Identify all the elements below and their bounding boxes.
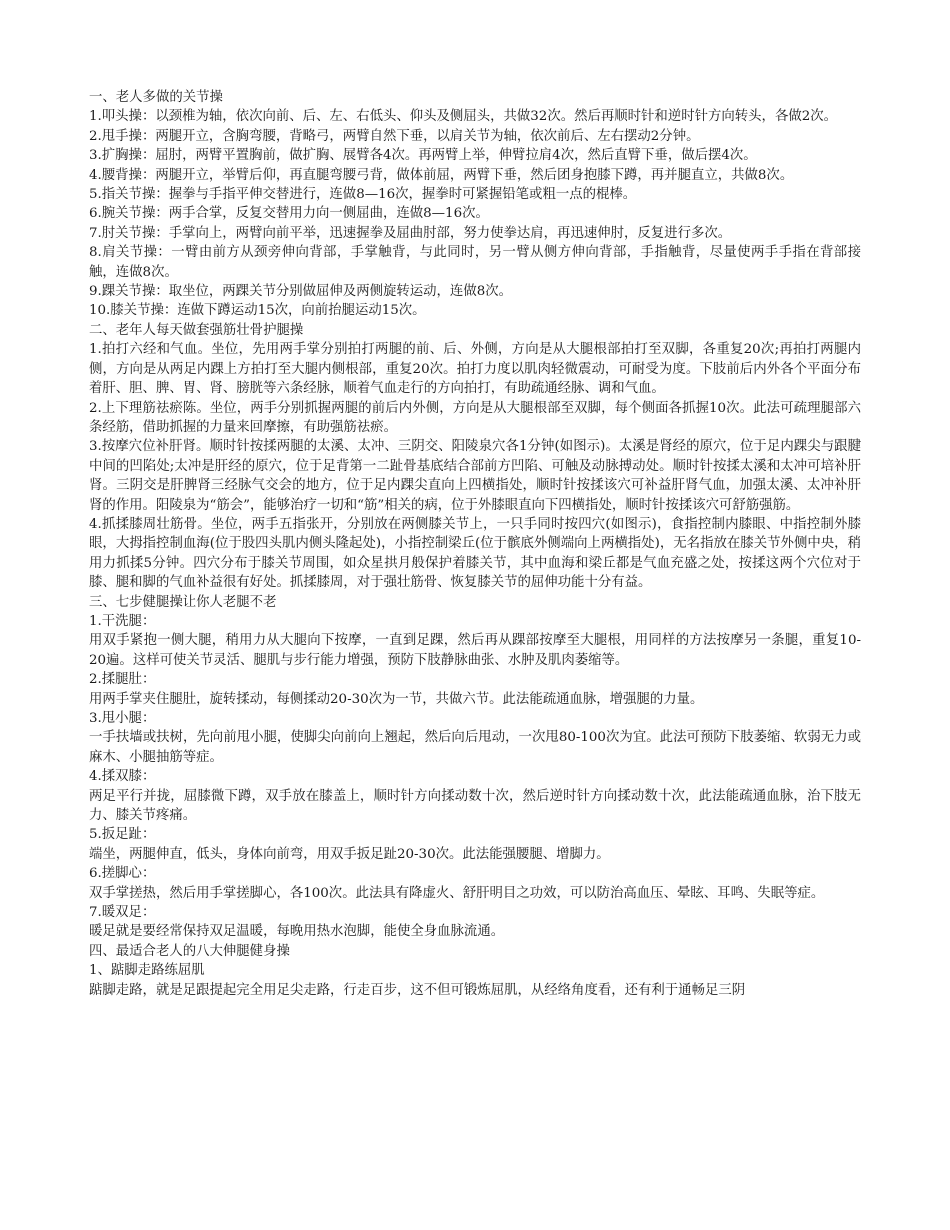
subheading-swing-calf: 3.甩小腿： [89, 711, 156, 726]
paragraph-wrist-joint-exercise: 6.腕关节操：两手合掌，反复交替用力向一侧屈曲，连做8—16次。 [89, 206, 489, 222]
subheading-knead-knees: 4.揉双膝： [89, 769, 156, 785]
paragraph-knead-knees: 两足平行并拢，屈膝微下蹲，双手放在膝盖上，顺时针方向揉动数十次，然后逆时针方向揉动数十次，此法能疏通血脉，治下肢无力、膝关节疼痛。 [89, 788, 861, 824]
paragraph-acupoint-massage: 3.按摩穴位补肝肾。顺时针按揉两腿的太溪、太冲、三阴交、阳陵泉穴各1分钟(如图示)。太溪是肾经的原穴，位于足内踝尖与跟腱中间的凹陷处;太冲是肝经的原穴，位于足背第一二趾骨基底结合部前方凹陷、可触及动脉搏动处。顺时针按揉太溪和太冲可培补肝肾。三阴交是肝脾肾三经脉气交会的地方，位于足内踝尖直向上四横指处，顺时针按揉该穴可补益肝肾气血，加强太溪、太冲补肝肾的作用。阳陵泉为“筋会”，能够治疗一切和“筋”相关的病，位于外膝眼直向下四横指处，顺时针按揉该穴可舒筋强筋。 [89, 439, 861, 513]
paragraph-dry-wash-leg: 用双手紧抱一侧大腿，稍用力从大腿向下按摩，一直到足踝，然后再从踝部按摩至大腿根，用同样的方法按摩另一条腿，重复10-20遍。这样可使关节灵活、腿肌与步行能力增强，预防下肢静脉曲张、水肿及肌肉萎缩等。 [89, 633, 861, 668]
paragraph-finger-joint-exercise: 5.指关节操：握拳与手指平伸交替进行，连做8—16次，握拳时可紧握铅笔或粗一点的棍棒。 [89, 187, 637, 203]
subheading-warm-feet: 7.暖双足： [89, 905, 156, 921]
subheading-pull-toes: 5.扳足趾： [89, 827, 156, 843]
paragraph-knee-kneading: 4.抓揉膝周壮筋骨。坐位，两手五指张开，分别放在两侧膝关节上，一只手同时按四穴(如图示)，食指控制内膝眼、中指控制外膝眼，大拇指控制血海(位于股四头肌内侧头隆起处)，小指控制梁丘(位于髌底外侧端向上两横指处)，无名指放在膝关节外侧中央，稍用力抓揉5分钟。四穴分布于膝关节周围，如众星拱月般保护着膝关节，其中血海和梁丘都是气血充盛之处，按揉这两个穴位对于膝、腿和脚的气血补益很有好处。抓揉膝周，对于强壮筋骨、恢复膝关节的屈伸功能十分有益。 [89, 516, 861, 591]
paragraph-rub-soles: 双手掌搓热，然后用手掌搓脚心，各100次。此法具有降虚火、舒肝明目之功效，可以防治高血压、晕眩、耳鸣、失眠等症。 [89, 885, 825, 901]
section-heading-leg-care: 二、老年人每天做套强筋壮骨护腿操 [89, 322, 304, 338]
paragraph-knead-calf: 用两手掌夹住腿肚，旋转揉动，每侧揉动20-30次为一节，共做六节。此法能疏通血脉，增强腿的力量。 [89, 691, 704, 707]
paragraph-grasping-tendons: 2.上下理筋祛瘀陈。坐位，两手分别抓握两腿的前后内外侧，方向是从大腿根部至双脚，每个侧面各抓握10次。此法可疏理腿部六条经筋，借助抓握的力量来回摩擦，有助强筋祛瘀。 [89, 400, 861, 435]
paragraph-chest-expansion-exercise: 3.扩胸操：屈肘，两臂平置胸前，做扩胸、展臂各4次。再两臂上举，伸臂拉肩4次，然后直臂下垂，做后摆4次。 [89, 148, 757, 164]
paragraph-kowtow-exercise: 1.叩头操：以颈椎为轴，依次向前、后、左、右低头、仰头及侧屈头，共做32次。然后再顺时针和逆时针方向转头，各做2次。 [89, 109, 838, 125]
section-heading-eight-stretches: 四、最适合老人的八大伸腿健身操 [89, 943, 290, 959]
paragraph-tiptoe-walking: 踮脚走路，就是足跟提起完全用足尖走路，行走百步，这不但可锻炼屈肌，从经络角度看，还有利于通畅足三阴 [89, 982, 746, 998]
paragraph-arm-swing-exercise: 2.甩手操：两腿开立，含胸弯腰，背略弓，两臂自然下垂，以肩关节为轴，依次前后、左右摆动2分钟。 [89, 128, 700, 144]
paragraph-waist-back-exercise: 4.腰背操：两腿开立，举臂后仰，再直腿弯腰弓背，做体前屈，两臂下垂，然后团身抱膝下蹲，再并腿直立，共做8次。 [89, 167, 794, 183]
document-body [89, 88, 861, 1000]
paragraph-swing-calf: 一手扶墙或扶树，先向前甩小腿，使脚尖向前向上翘起，然后向后甩动，一次甩80-100次为宜。此法可预防下肢萎缩、软弱无力或麻木、小腿抽筋等症。 [89, 730, 861, 765]
subheading-rub-soles: 6.搓脚心： [89, 866, 156, 882]
paragraph-knee-joint-exercise: 10.膝关节操：连做下蹲运动15次，向前抬腿运动15次。 [89, 303, 426, 319]
paragraph-elbow-joint-exercise: 7.肘关节操：手掌向上，两臂向前平举，迅速握拳及屈曲肘部，努力使拳达肩，再迅速伸肘，反复进行多次。 [89, 225, 732, 241]
section-heading-joint-exercises: 一、老人多做的关节操 [89, 90, 223, 105]
paragraph-patting-meridians: 1.拍打六经和气血。坐位，先用两手掌分别拍打两腿的前、后、外侧，方向是从大腿根部拍打至双脚，各重复20次;再拍打两腿内侧，方向是从两足内踝上方拍打至大腿内侧根部，重复20次。拍打力度以肌肉轻微震动，可耐受为度。下肢前后内外各个平面分布着肝、胆、脾、胃、肾、膀胱等六条经脉，顺着气血走行的方向拍打，有助疏通经脉、调和气血。 [89, 342, 861, 397]
section-heading-seven-steps: 三、七步健腿操让你人老腿不老 [89, 594, 277, 610]
subheading-dry-wash-leg: 1.干洗腿： [89, 613, 156, 629]
paragraph-warm-feet: 暖足就是要经常保持双足温暖，每晚用热水泡脚，能使全身血脉流通。 [89, 924, 505, 940]
paragraph-pull-toes: 端坐，两腿伸直，低头，身体向前弯，用双手扳足趾20-30次。此法能强腰腿、增脚力。 [89, 846, 610, 862]
paragraph-ankle-joint-exercise: 9.踝关节操：取坐位，两踝关节分别做屈伸及两侧旋转运动，连做8次。 [89, 284, 513, 300]
subheading-tiptoe-walking: 1、踮脚走路练屈肌 [89, 963, 205, 979]
subheading-knead-calf: 2.揉腿肚： [89, 672, 156, 688]
paragraph-shoulder-joint-exercise: 8.肩关节操：一臂由前方从颈旁伸向背部，手掌触背，与此同时，另一臂从侧方伸向背部，手指触背，尽量使两手手指在背部接触，连做8次。 [89, 245, 861, 280]
